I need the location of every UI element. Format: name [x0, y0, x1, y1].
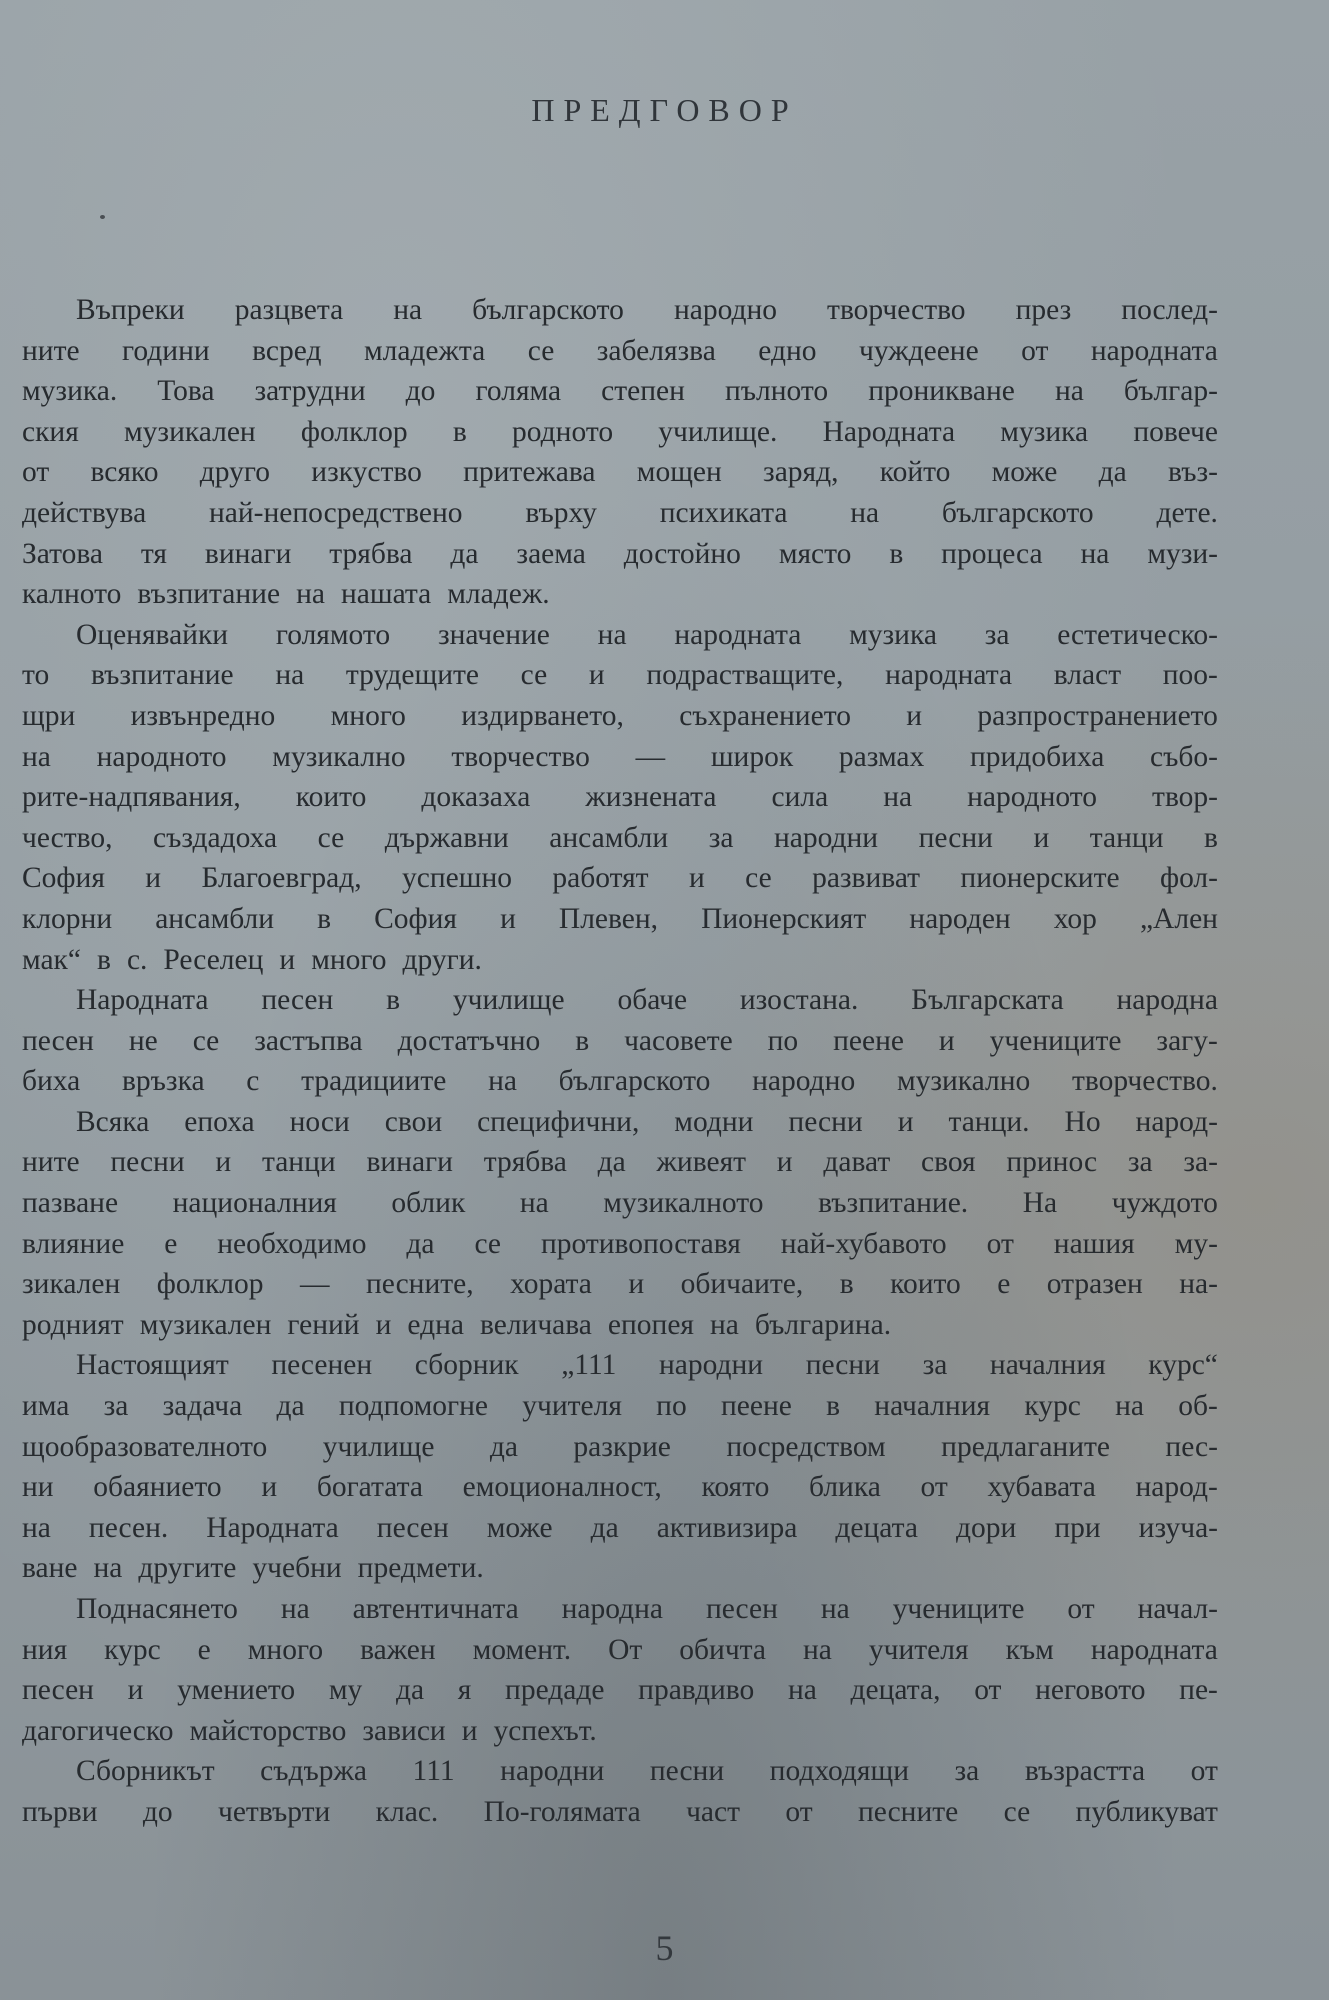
text-line: влияние е необходимо да се противопоставя най-хубавото от нашия му- [22, 1227, 1218, 1260]
text-line: на народното музикално творчество — широк размах придобиха събо- [22, 740, 1218, 773]
text-line: има за задача да подпомогне учителя по пеене в началния курс на об- [22, 1390, 1218, 1423]
text-line: ни обаянието и богатата емоционалност, която блика от хубавата народ- [22, 1471, 1218, 1504]
text-line: Сборникът съдържа 111 народни песни подходящи за възрастта от [76, 1755, 1218, 1788]
text-line: песен и умението му да я предаде правдиво на децата, от неговото пе- [22, 1674, 1218, 1707]
text-line: клорни ансамбли в София и Плевен, Пионерският народен хор „Ален [22, 902, 1218, 935]
text-line: рите-надпявания, които доказаха жизнената сила на народното твор- [22, 781, 1218, 814]
text-line: дагогическо майсторство зависи и успехът. [22, 1714, 597, 1747]
text-line: ните песни и танци винаги трябва да живеят и дават своя принос за за- [22, 1146, 1218, 1179]
text-line: Всяка епоха носи свои специфични, модни песни и танци. Но народ- [76, 1105, 1218, 1138]
text-line: биха връзка с традициите на българското народно музикално творчество. [22, 1065, 1218, 1098]
text-line: Затова тя винаги трябва да заема достойно място в процеса на музи- [22, 537, 1218, 570]
text-line: ване на другите учебни предмети. [22, 1552, 484, 1585]
body-text [22, 290, 1218, 1833]
text-line: ния курс е много важен момент. От обичта на учителя към народната [22, 1633, 1218, 1666]
text-line: калното възпитание на нашата младеж. [22, 578, 550, 611]
text-line: Въпреки разцвета на българското народно творчество през послед- [76, 294, 1218, 326]
text-line: музика. Това затрудни до голяма степен пълното проникване на българ- [22, 375, 1218, 408]
text-line: родният музикален гений и една величава епопея на българина. [22, 1308, 892, 1341]
page-number: 5 [655, 1928, 674, 1968]
text-line: първи до четвърти клас. По-голямата част от песните се публикуват [22, 1795, 1218, 1828]
text-line: то възпитание на трудещите се и подрастващите, народната власт поо- [22, 659, 1218, 692]
text-line: Народната песен в училище обаче изостана. Българската народна [76, 984, 1218, 1017]
text-line: Поднасянето на автентичната народна песен на учениците от начал- [76, 1593, 1218, 1625]
text-line: действува най-непосредствено върху психиката на българското дете. [22, 496, 1218, 529]
text-line: зикален фолклор — песните, хората и обичаите, в които е отразен на- [22, 1268, 1218, 1301]
text-line: щообразователното училище да разкрие посредством предлаганите пес- [22, 1430, 1218, 1463]
text-line: пазване националния облик на музикалното възпитание. На чуждото [22, 1187, 1218, 1220]
text-line: песен не се застъпва достатъчно в часовете по пеене и учениците загу- [22, 1024, 1218, 1057]
text-line: ните години всред младежта се забелязва едно чуждеене от народната [22, 334, 1218, 367]
text-line: София и Благоевград, успешно работят и се развиват пионерските фол- [22, 862, 1218, 895]
text-line: мак“ в с. Реселец и много други. [22, 943, 482, 976]
text-line: Настоящият песенен сборник „111 народни песни за началния курс“ [76, 1349, 1218, 1382]
text-line: ския музикален фолклор в родното училище. Народната музика повече [22, 415, 1218, 448]
ink-speck [100, 215, 105, 219]
text-line: на песен. Народната песен може да активизира децата дори при изуча- [22, 1511, 1218, 1544]
page-title: ПРЕДГОВОР [531, 92, 798, 128]
text-line: чество, създадоха се държавни ансамбли за народни песни и танци в [22, 821, 1218, 854]
text-line: от всяко друго изкуство притежава мощен заряд, който може да въз- [22, 456, 1218, 489]
text-line: Оценявайки голямото значение на народната музика за естетическо- [76, 618, 1218, 651]
text-line: щри извънредно много издирването, съхранението и разпространението [22, 699, 1218, 732]
